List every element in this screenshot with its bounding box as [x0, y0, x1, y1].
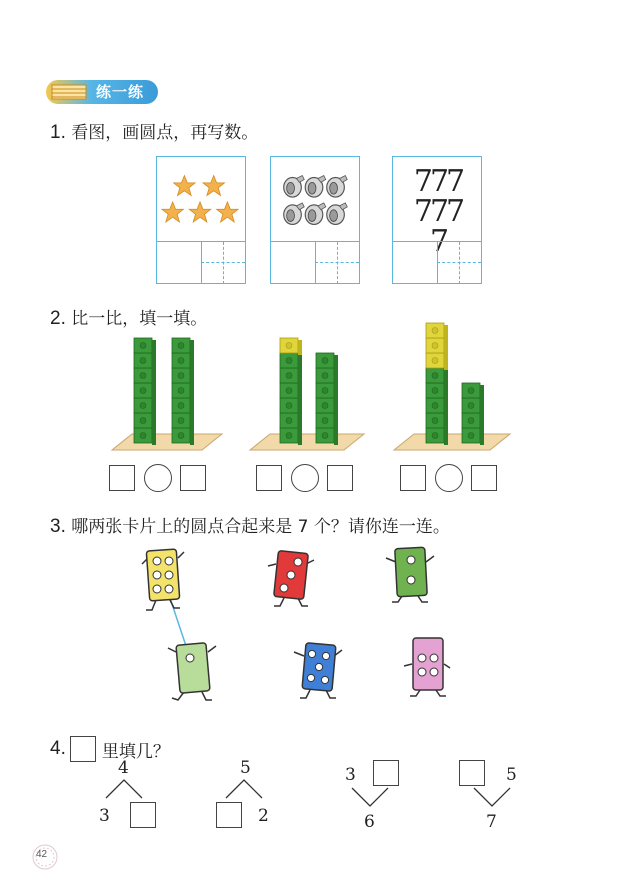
q2-compare-circle[interactable] [291, 464, 319, 492]
tower-group-1 [134, 338, 194, 445]
star-icon [189, 202, 211, 222]
bond4-right: 5 [506, 765, 517, 785]
tower-group-2 [280, 338, 338, 445]
card-sevens [392, 156, 482, 284]
star-icon [217, 202, 239, 222]
q2-answer-box[interactable] [327, 465, 353, 491]
star-icon [162, 202, 184, 222]
bond2-top: 5 [240, 758, 251, 778]
tens-cell[interactable] [271, 242, 316, 284]
whistle-icon [305, 176, 326, 198]
q1-text: 看图，画圆点，再写数。 [71, 123, 259, 143]
q3-number: 3. [50, 516, 66, 537]
dot-card-red-3 [268, 551, 314, 606]
q4-example-box [70, 736, 96, 762]
board [394, 434, 510, 450]
whistle-icon [305, 203, 326, 225]
bond3-left: 3 [345, 765, 356, 785]
whistle-icon [327, 176, 348, 198]
bond2-answer-box[interactable] [216, 802, 242, 828]
dot-card-yellow-6 [142, 549, 184, 610]
card-whistles [270, 156, 360, 284]
dot-card-green-2 [386, 547, 434, 602]
tens-cell[interactable] [157, 242, 202, 284]
bond3-answer-box[interactable] [373, 760, 399, 786]
dot-card-blue-5 [294, 643, 342, 698]
q2-answer-box[interactable] [109, 465, 135, 491]
dot-card-lightgreen-1 [168, 643, 216, 700]
q4-text: 里填几？ [101, 741, 170, 762]
answer-grid [157, 241, 245, 284]
answer-grid [271, 241, 359, 284]
page-number: 42 [36, 849, 48, 860]
star-icon [203, 176, 225, 196]
q2-answer-box[interactable] [256, 465, 282, 491]
dot-cards-illustration [130, 540, 470, 710]
bond1-left: 3 [99, 806, 110, 826]
q1-title [50, 118, 258, 144]
whistles-picture [271, 157, 359, 241]
q2-answer-box[interactable] [180, 465, 206, 491]
whistle-icon [284, 203, 305, 225]
dot-card-pink-4 [404, 638, 450, 696]
q2-compare-circle[interactable] [435, 464, 463, 492]
ones-cell[interactable] [201, 242, 245, 284]
q1-number: 1. [50, 122, 66, 143]
whistle-icon [327, 203, 348, 225]
sevens-picture [393, 157, 481, 259]
bond2-right: 2 [258, 806, 269, 826]
q4-title [50, 736, 170, 762]
stars-picture [157, 157, 245, 241]
q2-text: 比一比，填一填。 [71, 309, 208, 329]
ones-cell[interactable] [437, 242, 481, 284]
abacus-icon [52, 85, 86, 99]
cube-towers-illustration [100, 322, 540, 458]
bond3-bottom: 6 [364, 812, 375, 832]
bond4-bottom: 7 [486, 812, 497, 832]
sevens-text: 7777777 [413, 164, 463, 259]
bond1-top: 4 [118, 758, 129, 778]
whistle-icon [284, 176, 305, 198]
q3-title [50, 512, 450, 538]
tens-cell[interactable] [393, 242, 438, 284]
q2-answer-box[interactable] [471, 465, 497, 491]
section-title: 练一练 [96, 83, 145, 101]
answer-grid [393, 241, 481, 284]
q2-compare-circle[interactable] [144, 464, 172, 492]
q4-number: 4. [50, 738, 66, 759]
ones-cell[interactable] [315, 242, 359, 284]
board [112, 434, 222, 450]
tower-group-3 [426, 323, 484, 445]
q3-text: 哪两张卡片上的圆点合起来是 7 个？请你连一连。 [71, 517, 450, 537]
q2-answer-box[interactable] [400, 465, 426, 491]
bond1-answer-box[interactable] [130, 802, 156, 828]
card-stars [156, 156, 246, 284]
bond4-answer-box[interactable] [459, 760, 485, 786]
q2-number: 2. [50, 308, 66, 329]
star-icon [174, 176, 196, 196]
board [250, 434, 364, 450]
